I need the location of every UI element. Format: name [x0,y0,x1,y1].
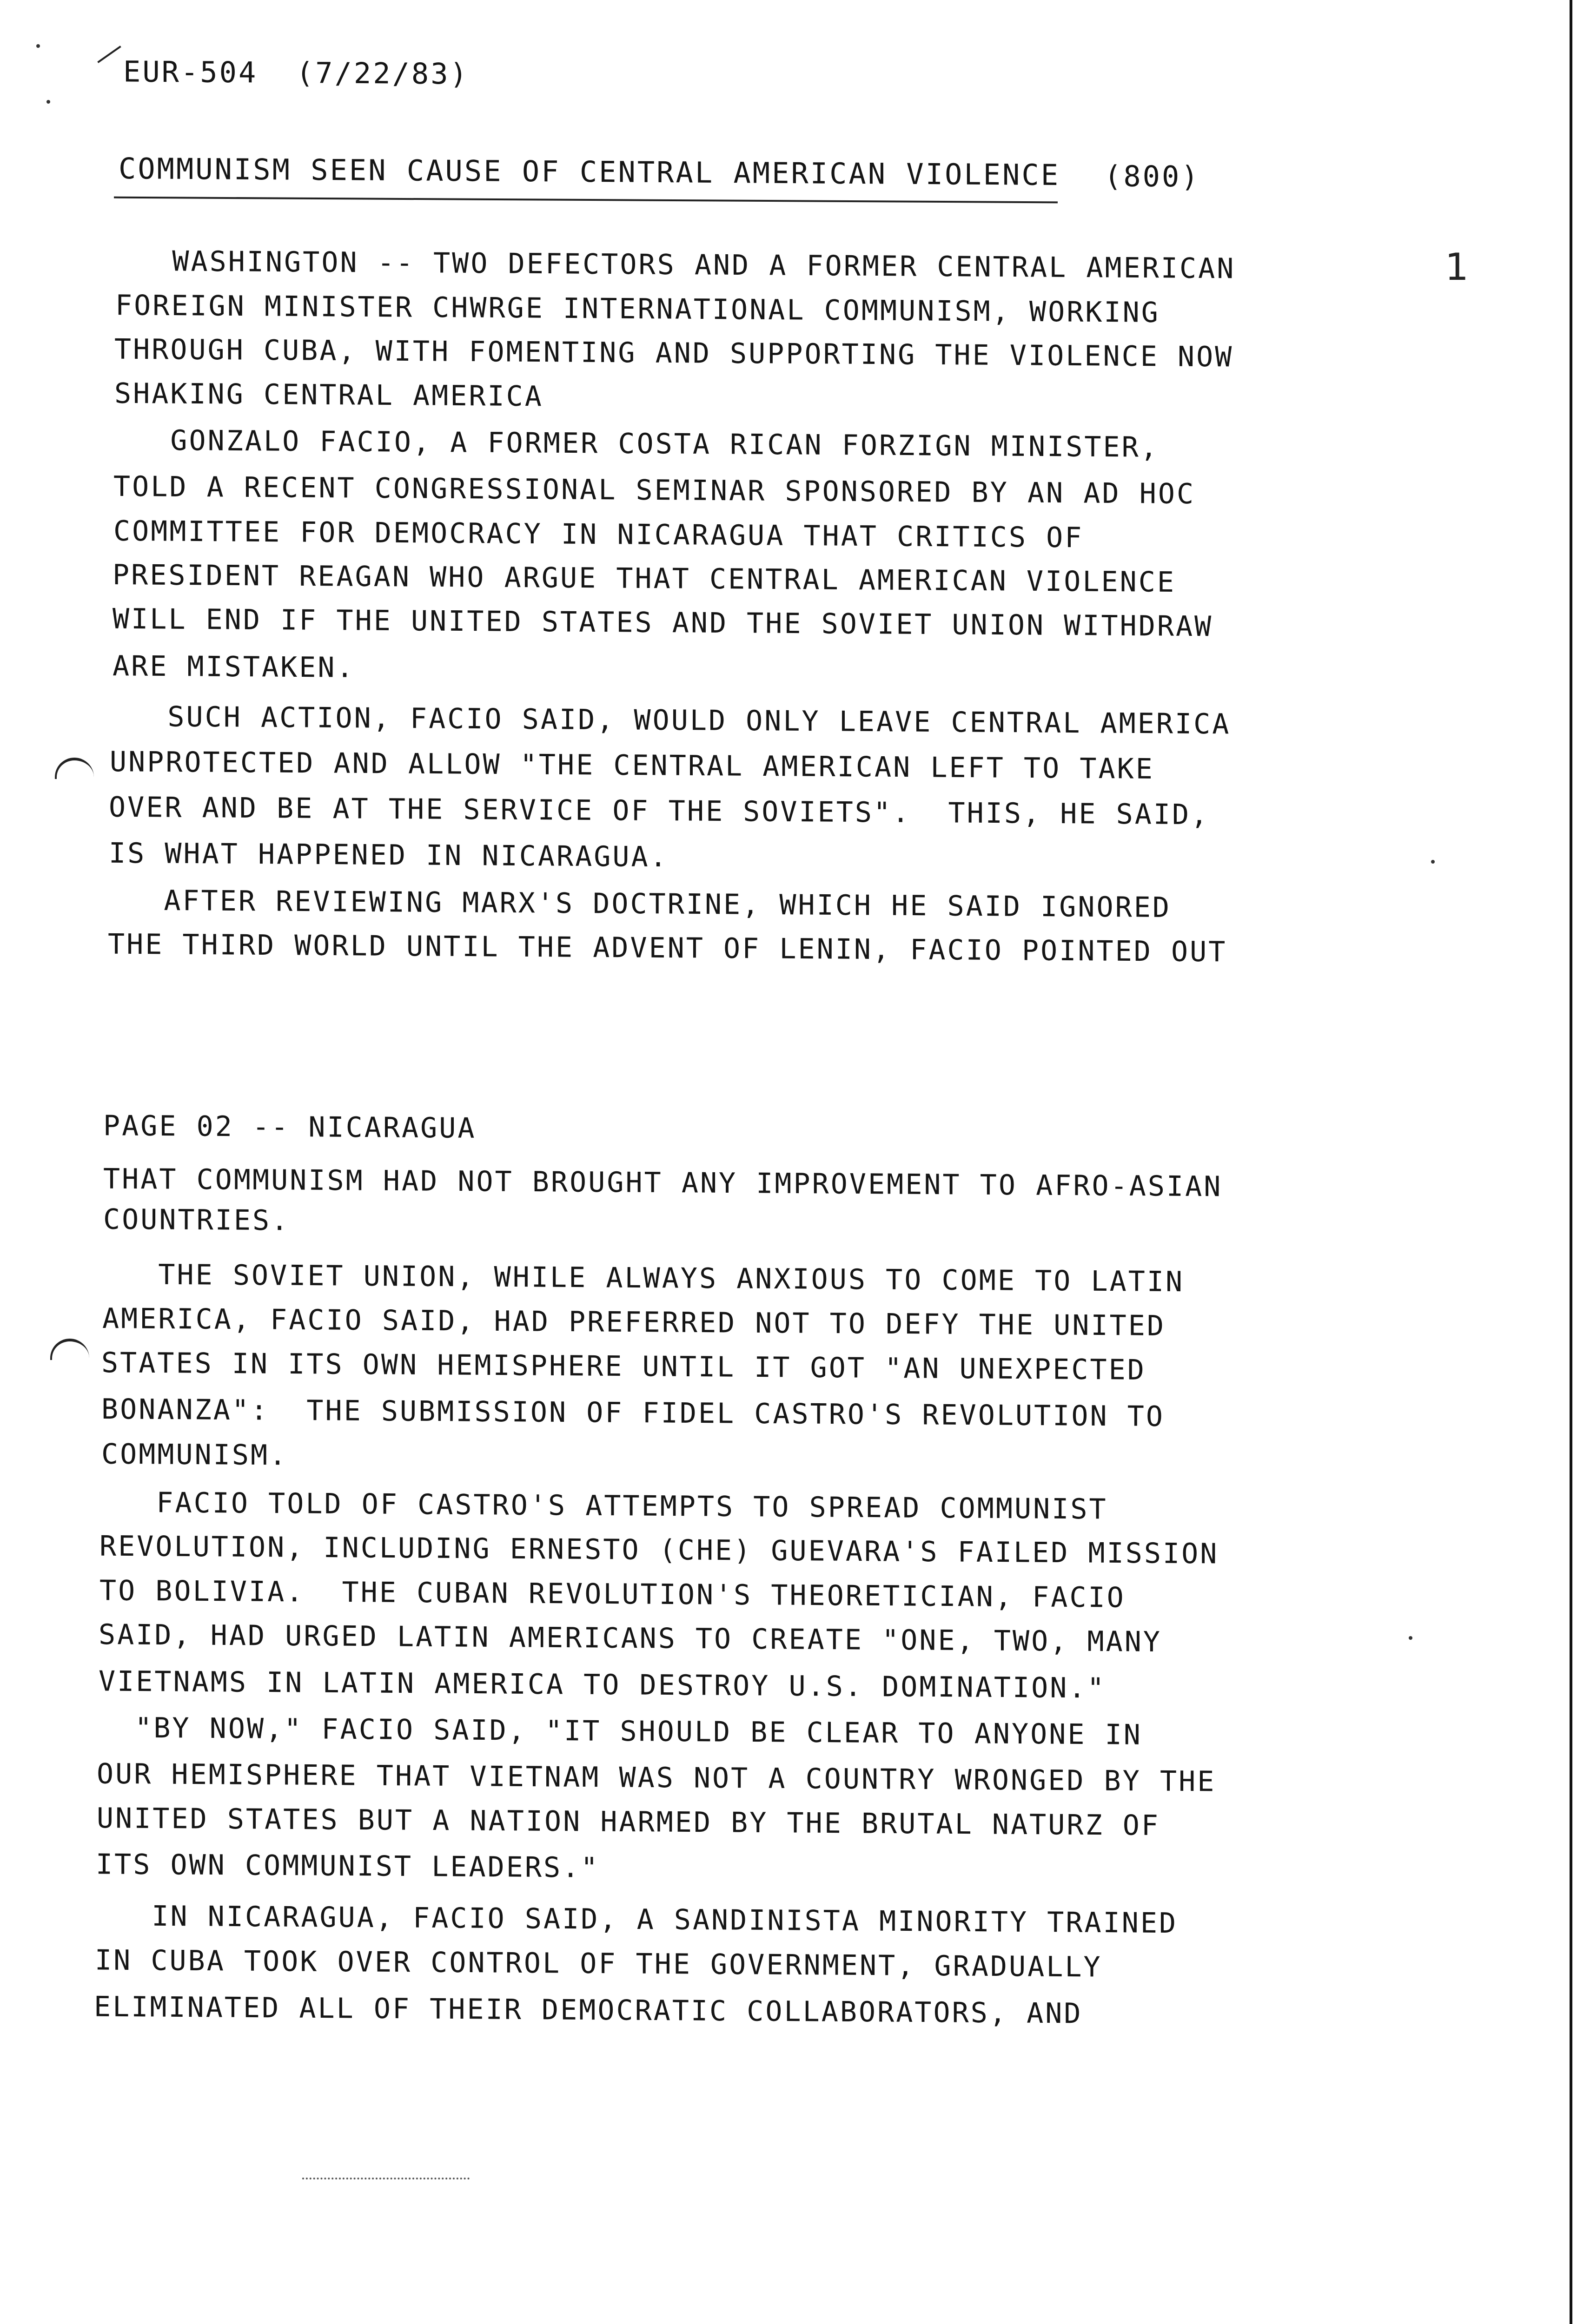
headline: COMMUNISM SEEN CAUSE OF CENTRAL AMERICAN VIOLENCE [119,151,1060,192]
text-line: SHAKING CENTRAL AMERICA [114,377,543,413]
text-line: TOLD A RECENT CONGRESSIONAL SEMINAR SPONSORED BY AN AD HOC [113,470,1196,511]
text-line: IN NICARAGUA, FACIO SAID, A SANDINISTA MINORITY TRAINED [96,1899,1178,1940]
margin-speck [46,100,50,104]
text-line: GONZALO FACIO, A FORMER COSTA RICAN FORZIGN MINISTER, [114,424,1159,464]
margin-bracket-mark [50,1339,89,1360]
page-heading: PAGE 02 -- NICARAGUA [103,1109,477,1145]
text-line: THE THIRD WORLD UNTIL THE ADVENT OF LENIN, FACIO POINTED OUT [108,928,1227,969]
word-count: (800) [1104,159,1200,194]
text-line: FOREIGN MINISTER CHWRGE INTERNATIONAL COMMUNISM, WORKING [115,289,1160,329]
document-id: EUR-504 (7/22/83) [123,54,469,91]
text-line: IN CUBA TOOK OVER CONTROL OF THE GOVERNMENT, GRADUALLY [95,1944,1102,1984]
text-line: REVOLUTION, INCLUDING ERNESTO (CHE) GUEVARA'S FAILED MISSION [99,1530,1219,1571]
margin-speck [1431,860,1435,864]
text-line: SUCH ACTION, FACIO SAID, WOULD ONLY LEAVE CENTRAL AMERICA [112,700,1231,741]
margin-speck [1409,1636,1412,1640]
text-line: THAT COMMUNISM HAD NOT BROUGHT ANY IMPROVEMENT TO AFRO-ASIAN [103,1162,1223,1203]
text-line: UNPROTECTED AND ALLOW "THE CENTRAL AMERICAN LEFT TO TAKE [110,746,1154,786]
text-line: UNITED STATES BUT A NATION HARMED BY THE BRUTAL NATURZ OF [97,1802,1160,1842]
text-line: FACIO TOLD OF CASTRO'S ATTEMPTS TO SPREAD COMMUNIST [100,1486,1108,1526]
text-line: STATES IN ITS OWN HEMISPHERE UNTIL IT GOT "AN UNEXPECTED [101,1347,1146,1386]
text-line: VIETNAMS IN LATIN AMERICA TO DESTROY U.S. DOMINATION." [99,1665,1106,1705]
text-line: COUNTRIES. [103,1203,290,1237]
handwritten-slash-mark [97,46,121,63]
text-line: IS WHAT HAPPENED IN NICARAGUA. [109,837,669,874]
text-line: COMMUNISM. [101,1438,288,1472]
text-line: ITS OWN COMMUNIST LEADERS." [96,1848,600,1884]
margin-speck [36,44,40,48]
dotted-separator [302,2178,470,2179]
margin-bracket-mark [55,758,94,779]
text-line: OVER AND BE AT THE SERVICE OF THE SOVIETS". THIS, HE SAID, [109,791,1210,832]
headline-underline [114,197,1058,204]
text-line: PRESIDENT REAGAN WHO ARGUE THAT CENTRAL AMERICAN VIOLENCE [113,559,1176,599]
text-line: TO BOLIVIA. THE CUBAN REVOLUTION'S THEORETICIAN, FACIO [99,1574,1126,1614]
text-line: THE SOVIET UNION, WHILE ALWAYS ANXIOUS TO COME TO LATIN [102,1258,1185,1299]
page-right-edge [1570,0,1572,2324]
text-line: SAID, HAD URGED LATIN AMERICANS TO CREATE "ONE, TWO, MANY [99,1618,1162,1658]
text-line: AMERICA, FACIO SAID, HAD PREFERRED NOT TO DEFY THE UNITED [102,1302,1166,1342]
text-line: "BY NOW," FACIO SAID, "IT SHOULD BE CLEAR TO ANYONE IN [98,1711,1142,1751]
text-line: WASHINGTON -- TWO DEFECTORS AND A FORMER CENTRAL AMERICAN [116,244,1236,285]
text-line: AFTER REVIEWING MARX'S DOCTRINE, WHICH HE SAID IGNORED [108,884,1172,924]
text-line: OUR HEMISPHERE THAT VIETNAM WAS NOT A COUNTRY WRONGED BY THE [97,1757,1216,1798]
text-line: ARE MISTAKEN. [113,650,355,684]
text-line: THROUGH CUBA, WITH FOMENTING AND SUPPORTING THE VIOLENCE NOW [114,333,1234,374]
text-line: COMMITTEE FOR DEMOCRACY IN NICARAGUA THAT CRITICS OF [113,515,1084,555]
text-line: ELIMINATED ALL OF THEIR DEMOCRATIC COLLABORATORS, AND [94,1990,1083,2030]
text-line: BONANZA": THE SUBMISSION OF FIDEL CASTRO'S REVOLUTION TO [101,1393,1165,1433]
page-number-mark: 1 [1445,245,1469,289]
text-line: WILL END IF THE UNITED STATES AND THE SOVIET UNION WITHDRAW [113,602,1213,643]
